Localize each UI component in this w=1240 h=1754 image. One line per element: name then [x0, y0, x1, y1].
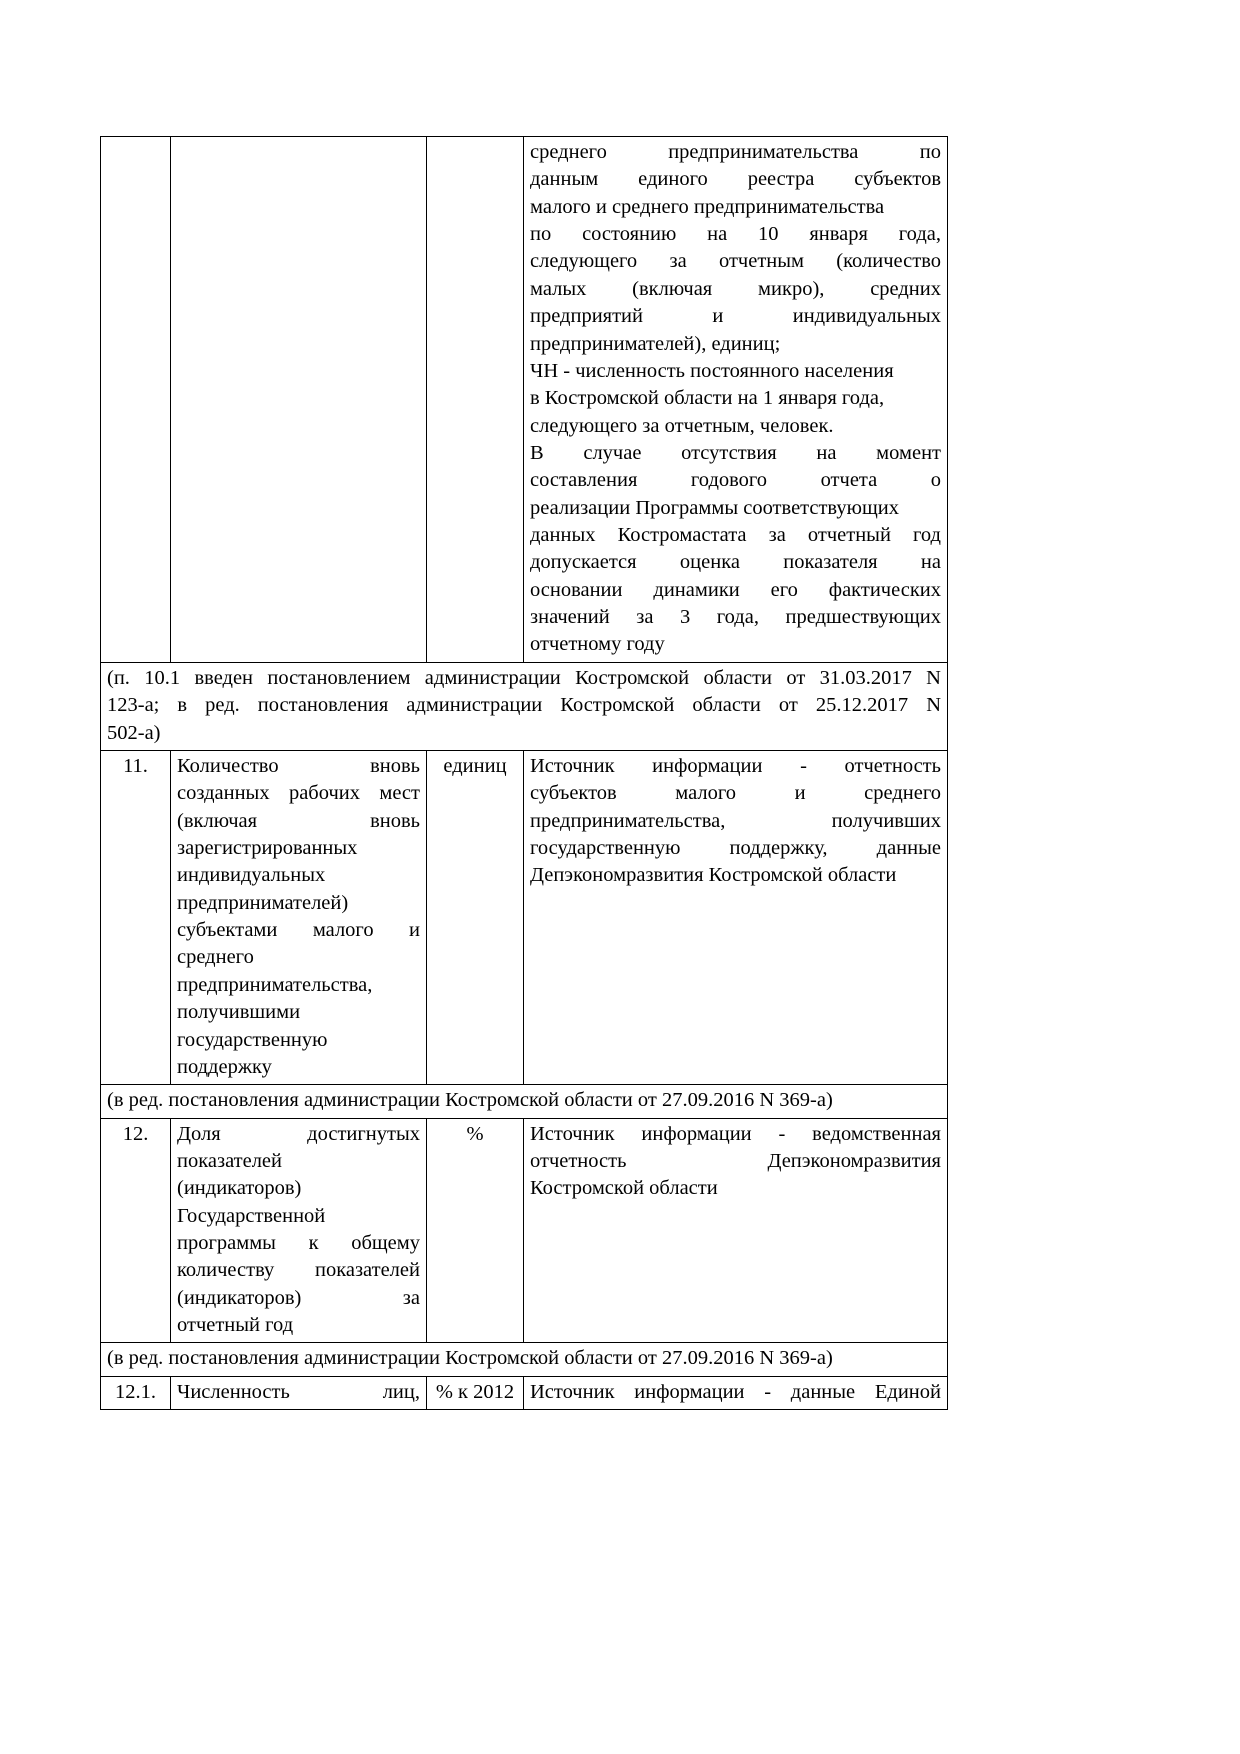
note-text-block — [107, 1345, 941, 1372]
note-line: 123-а; в ред. постановления администрации Костромской области от 25.12.2017 N — [107, 694, 941, 717]
indicator-line: (включая вновь — [177, 809, 420, 832]
table-row — [101, 1376, 948, 1409]
note-line: (п. 10.1 введен постановлением администрации Костромской области от 31.03.2017 N — [107, 666, 941, 689]
table-note-row — [101, 1343, 948, 1376]
source-line: В случае отсутствия на момент — [530, 441, 941, 464]
cell-number — [101, 137, 171, 663]
source-text-block — [530, 139, 941, 659]
cell-unit: единиц — [427, 750, 524, 1084]
cell-indicator-name — [171, 1118, 427, 1343]
cell-amendment-note — [101, 1085, 948, 1118]
note-line: (в ред. постановления администрации Костромской области от 27.09.2016 N 369-а) — [107, 1347, 833, 1370]
cell-source — [524, 1376, 948, 1409]
cell-amendment-note — [101, 1343, 948, 1376]
cell-unit — [427, 137, 524, 663]
indicator-line: отчетный год — [177, 1314, 294, 1337]
source-line: в Костромской области на 1 января года, — [530, 387, 885, 410]
cell-source — [524, 1118, 948, 1343]
table-note-row — [101, 1085, 948, 1118]
source-line: следующего за отчетным, человек. — [530, 414, 834, 437]
indicator-line: (индикаторов) — [177, 1177, 302, 1200]
indicator-text-block — [177, 1379, 420, 1406]
indicator-line: среднего — [177, 946, 254, 969]
source-line: следующего за отчетным (количество — [530, 250, 941, 273]
indicator-line: индивидуальных — [177, 864, 326, 887]
source-line: основании динамики его фактических — [530, 578, 941, 601]
cell-number: 12. — [101, 1118, 171, 1343]
source-line: отчетность Депэкономразвития — [530, 1149, 941, 1172]
source-line: Источник информации - отчетность — [530, 754, 941, 777]
source-line: составления годового отчета о — [530, 469, 941, 492]
indicators-table — [100, 136, 948, 1410]
table-row — [101, 1118, 948, 1343]
indicator-line: государственную — [177, 1028, 328, 1051]
source-line: значений за 3 года, предшествующих — [530, 606, 941, 629]
indicator-text-block — [177, 753, 420, 1081]
table-note-row — [101, 662, 948, 750]
note-text-block — [107, 1087, 941, 1114]
source-text-block — [530, 1121, 941, 1203]
source-line: ЧН - численность постоянного населения — [530, 359, 894, 382]
note-line: 502-а) — [107, 721, 161, 744]
indicator-line: Численность лиц, — [177, 1380, 420, 1403]
source-line: допускается оценка показателя на — [530, 551, 941, 574]
table-row — [101, 750, 948, 1084]
source-line: среднего предпринимательства по — [530, 141, 941, 163]
source-line: реализации Программы соответствующих — [530, 496, 899, 519]
cell-source — [524, 137, 948, 663]
indicator-line: предпринимателей) — [177, 891, 349, 914]
indicator-line: (индикаторов) за — [177, 1286, 420, 1309]
cell-number: 12.1. — [101, 1376, 171, 1409]
table-row — [101, 137, 948, 663]
indicator-line: Государственной — [177, 1204, 326, 1227]
source-line: предпринимательства, получивших — [530, 809, 941, 832]
indicator-text-block — [177, 1121, 420, 1340]
source-line: по состоянию на 10 января года, — [530, 223, 941, 246]
indicator-line: показателей — [177, 1149, 282, 1172]
source-line: Источник информации - ведомственная — [530, 1122, 941, 1145]
cell-number: 11. — [101, 750, 171, 1084]
cell-source — [524, 750, 948, 1084]
indicator-line: программы к общему — [177, 1232, 420, 1255]
source-line: субъектов малого и среднего — [530, 782, 941, 805]
note-text-block — [107, 665, 941, 747]
source-line: отчетному году — [530, 633, 665, 656]
cell-indicator-name — [171, 750, 427, 1084]
indicator-line: зарегистрированных — [177, 836, 358, 859]
indicator-line: количеству показателей — [177, 1259, 420, 1282]
source-line: государственную поддержку, данные — [530, 836, 941, 859]
indicator-line: поддержку — [177, 1055, 272, 1078]
cell-indicator-name — [171, 137, 427, 663]
source-line: предпринимателей), единиц; — [530, 332, 781, 355]
source-line: Источник информации - данные Единой — [530, 1380, 941, 1403]
source-line: данных Костромастата за отчетный год — [530, 524, 941, 547]
source-text-block — [530, 1379, 941, 1406]
source-line: данным единого реестра субъектов — [530, 168, 941, 191]
indicator-line: Доля достигнутых — [177, 1122, 420, 1145]
cell-indicator-name — [171, 1376, 427, 1409]
indicator-line: получившими — [177, 1001, 301, 1024]
indicator-line: Количество вновь — [177, 754, 420, 777]
cell-unit: % — [427, 1118, 524, 1343]
note-line: (в ред. постановления администрации Костромской области от 27.09.2016 N 369-а) — [107, 1089, 833, 1112]
source-line: Костромской области — [530, 1177, 718, 1200]
indicator-line: созданных рабочих мест — [177, 782, 420, 805]
source-line: предприятий и индивидуальных — [530, 305, 941, 328]
source-line: Депэкономразвития Костромской области — [530, 864, 897, 887]
source-text-block — [530, 753, 941, 890]
source-line: малого и среднего предпринимательства — [530, 195, 885, 218]
source-line: малых (включая микро), средних — [530, 277, 941, 300]
cell-amendment-note — [101, 662, 948, 750]
cell-unit: % к 2012 — [427, 1376, 524, 1409]
indicator-line: предпринимательства, — [177, 973, 373, 996]
indicator-line: субъектами малого и — [177, 919, 420, 942]
